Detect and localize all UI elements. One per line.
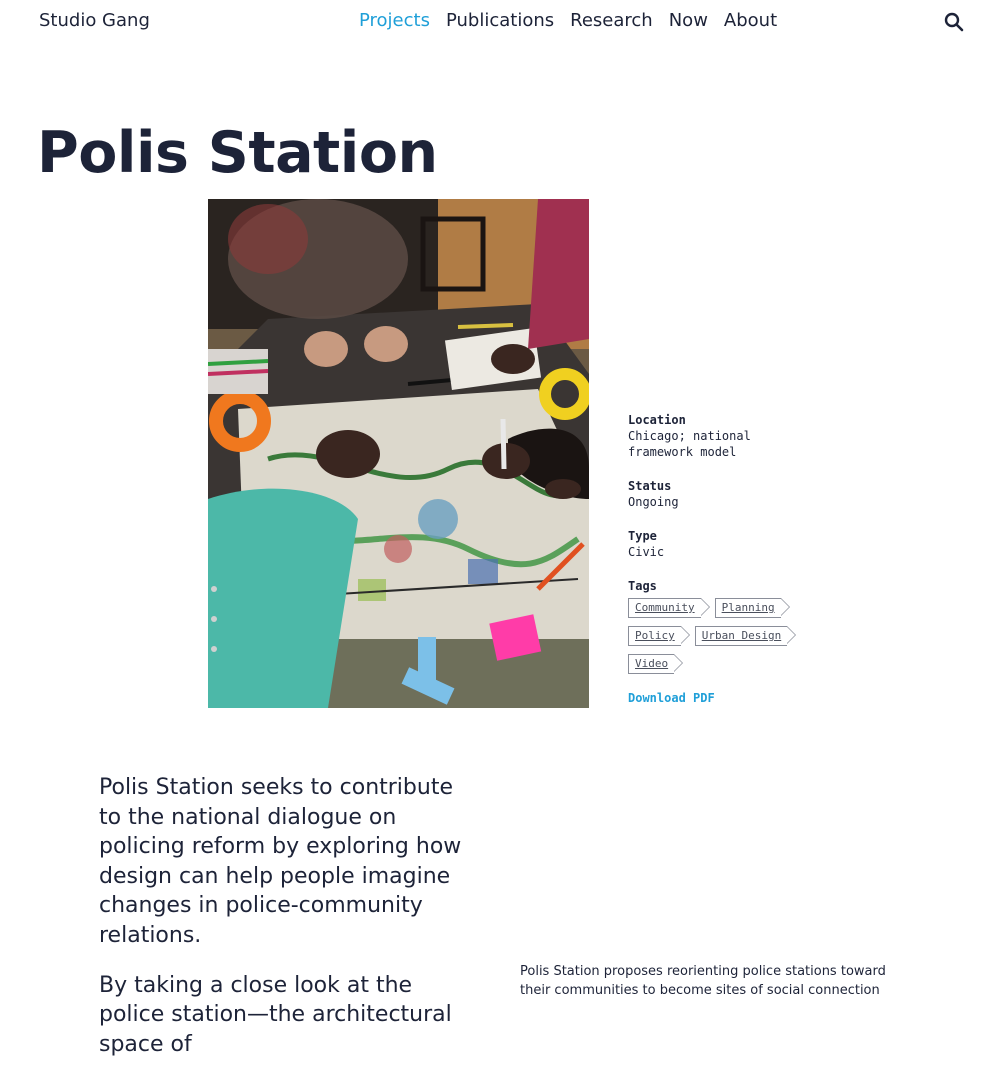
type-value: Civic <box>628 545 665 559</box>
logo-link[interactable]: Studio Gang <box>39 10 150 31</box>
nav-publications[interactable]: Publications <box>445 10 555 31</box>
main-nav <box>359 10 777 31</box>
side-paragraph: Polis Station proposes reorienting police stations toward their communities to become sites of social connection <box>520 964 886 998</box>
meta-type <box>628 528 868 560</box>
location-value <box>628 428 868 460</box>
tag-policy[interactable]: Policy <box>628 626 681 646</box>
tag-urban-design[interactable]: Urban Design <box>695 626 787 646</box>
location-value-line-2: framework model <box>628 445 737 459</box>
page-title: Polis Station <box>37 120 438 186</box>
tag-video[interactable]: Video <box>628 654 674 674</box>
search-icon <box>944 12 964 32</box>
location-value-line-1: Chicago; national <box>628 429 751 443</box>
meta-status <box>628 478 868 510</box>
location-label: Location <box>628 413 686 427</box>
meta-tags <box>628 578 868 674</box>
status-label: Status <box>628 479 672 493</box>
download-pdf-link[interactable]: Download PDF <box>628 691 715 705</box>
hero-image[interactable] <box>208 199 589 708</box>
workshop-photo <box>208 199 589 708</box>
tag-list <box>628 598 808 674</box>
tags-label: Tags <box>628 579 657 593</box>
type-label: Type <box>628 529 657 543</box>
lead-paragraph-2: By taking a close look at the police station—the architectural space of <box>99 972 452 1057</box>
nav-now[interactable]: Now <box>668 10 708 31</box>
nav-projects[interactable]: Projects <box>359 10 430 31</box>
lead-text <box>99 773 479 1079</box>
status-value: Ongoing <box>628 495 679 509</box>
tag-community[interactable]: Community <box>628 598 701 618</box>
nav-research[interactable]: Research <box>570 10 653 31</box>
tag-planning[interactable]: Planning <box>715 598 781 618</box>
lead-paragraph-1: Polis Station seeks to contribute to the national dialogue on policing reform by exploring how design can help people imagine changes in police-community relations. <box>99 775 462 948</box>
project-meta <box>628 412 868 706</box>
nav-about[interactable]: About <box>723 10 778 31</box>
meta-location <box>628 412 868 460</box>
search-button[interactable] <box>943 12 965 34</box>
